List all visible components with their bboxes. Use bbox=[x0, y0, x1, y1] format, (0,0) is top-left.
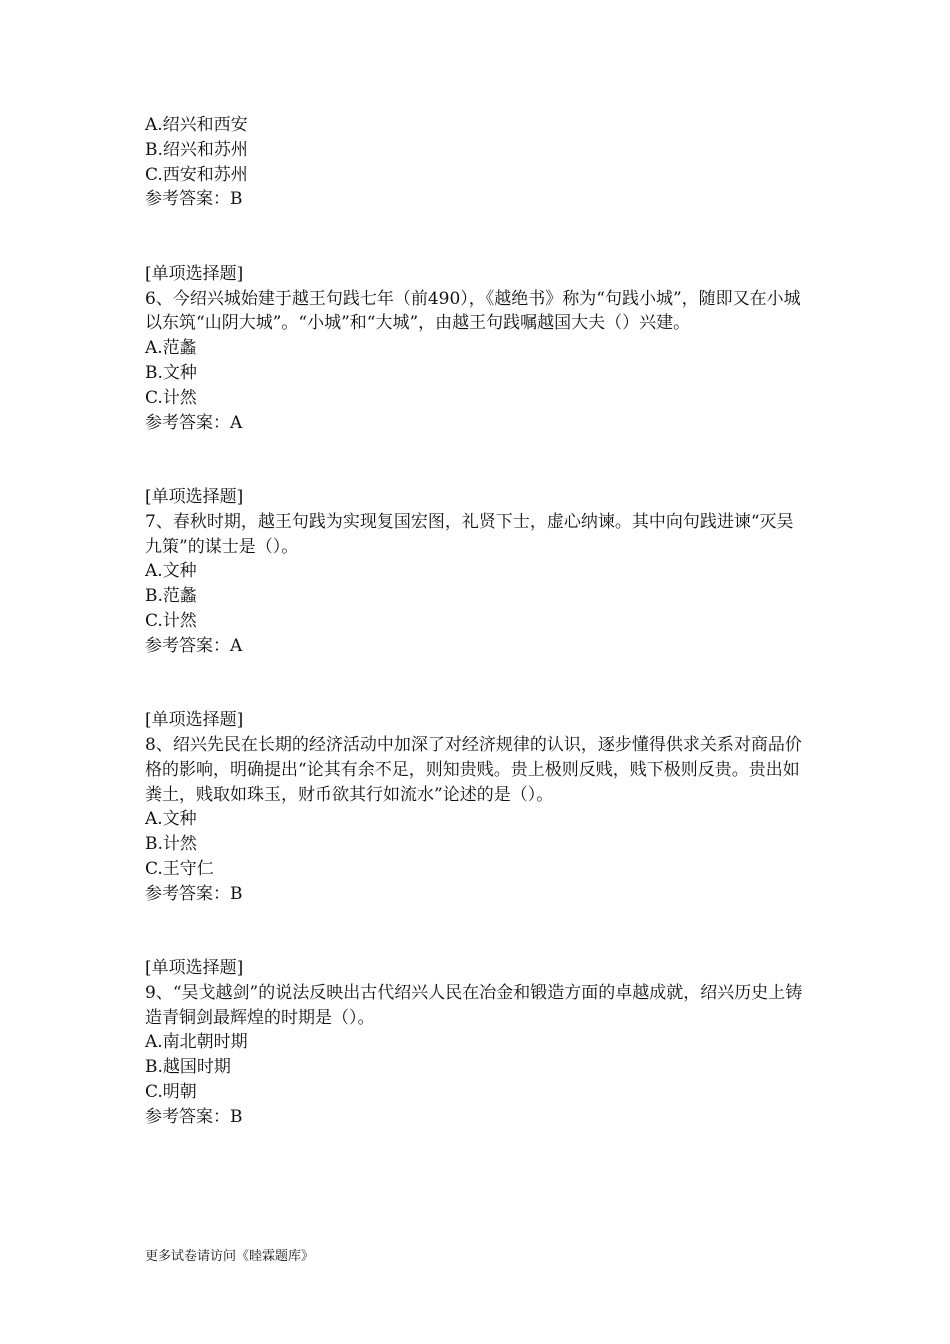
question-type: [单项选择题] bbox=[145, 958, 244, 979]
question-text: 9、“吴戈越剑”的说法反映出古代绍兴人民在冶金和锻造方面的卓越成就，绍兴历史上铸造青铜剑最辉煌的时期是（）。 bbox=[145, 982, 803, 1028]
option-b: B.越国时期 bbox=[145, 1057, 231, 1078]
option-c: C.西安和苏州 bbox=[145, 164, 248, 185]
spacer bbox=[145, 435, 810, 485]
spacer bbox=[145, 212, 810, 262]
option-c: C.王守仁 bbox=[145, 858, 214, 879]
reference-answer: 参考答案：B bbox=[145, 883, 243, 904]
footer-note: 更多试卷请访问《睦霖题库》 bbox=[145, 1249, 315, 1264]
option-a: A.文种 bbox=[145, 809, 197, 830]
option-b: B.范蠡 bbox=[145, 586, 197, 607]
question-text: 8、绍兴先民在长期的经济活动中加深了对经济规律的认识，逐步懂得供求关系对商品价格的影响，明确提出“论其有余不足，则知贵贱。贵上极则反贱，贱下极则反贵。贵出如粪土，贱取如珠玉，财币欲其行如流水”论述的是（）。 bbox=[145, 734, 802, 805]
option-a: A.绍兴和西安 bbox=[145, 115, 248, 135]
option-c: C.计然 bbox=[145, 610, 197, 631]
question-block-5 bbox=[145, 113, 810, 212]
option-a: A.南北朝时期 bbox=[145, 1032, 248, 1053]
option-b: B.文种 bbox=[145, 362, 197, 383]
question-type: [单项选择题] bbox=[145, 263, 244, 284]
option-b: B.绍兴和苏州 bbox=[145, 139, 248, 160]
reference-answer: 参考答案：A bbox=[145, 412, 243, 433]
question-text: 7、春秋时期，越王句践为实现复国宏图，礼贤下士，虚心纳谏。其中向句践进谏“灭吴九策”的谋士是（）。 bbox=[145, 511, 794, 557]
question-text: 6、今绍兴城始建于越王句践七年（前490），《越绝书》称为“句践小城”，随即又在小城以东筑“山阴大城”。“小城”和“大城”，由越王句践嘱越国大夫（）兴建。 bbox=[145, 288, 801, 334]
reference-answer: 参考答案：A bbox=[145, 635, 243, 656]
question-block-7 bbox=[145, 485, 810, 659]
spacer bbox=[145, 659, 810, 709]
reference-answer: 参考答案：B bbox=[145, 189, 243, 210]
option-c: C.计然 bbox=[145, 387, 197, 408]
option-a: A.文种 bbox=[145, 561, 197, 582]
option-c: C.明朝 bbox=[145, 1082, 197, 1103]
reference-answer: 参考答案：B bbox=[145, 1106, 243, 1127]
spacer bbox=[145, 907, 810, 957]
option-a: A.范蠡 bbox=[145, 338, 197, 359]
question-block-6 bbox=[145, 262, 810, 436]
document-content bbox=[145, 113, 810, 1130]
question-type: [单项选择题] bbox=[145, 710, 244, 731]
question-block-8 bbox=[145, 708, 810, 906]
question-type: [单项选择题] bbox=[145, 486, 244, 507]
question-block-9 bbox=[145, 956, 810, 1130]
option-b: B.计然 bbox=[145, 834, 197, 855]
